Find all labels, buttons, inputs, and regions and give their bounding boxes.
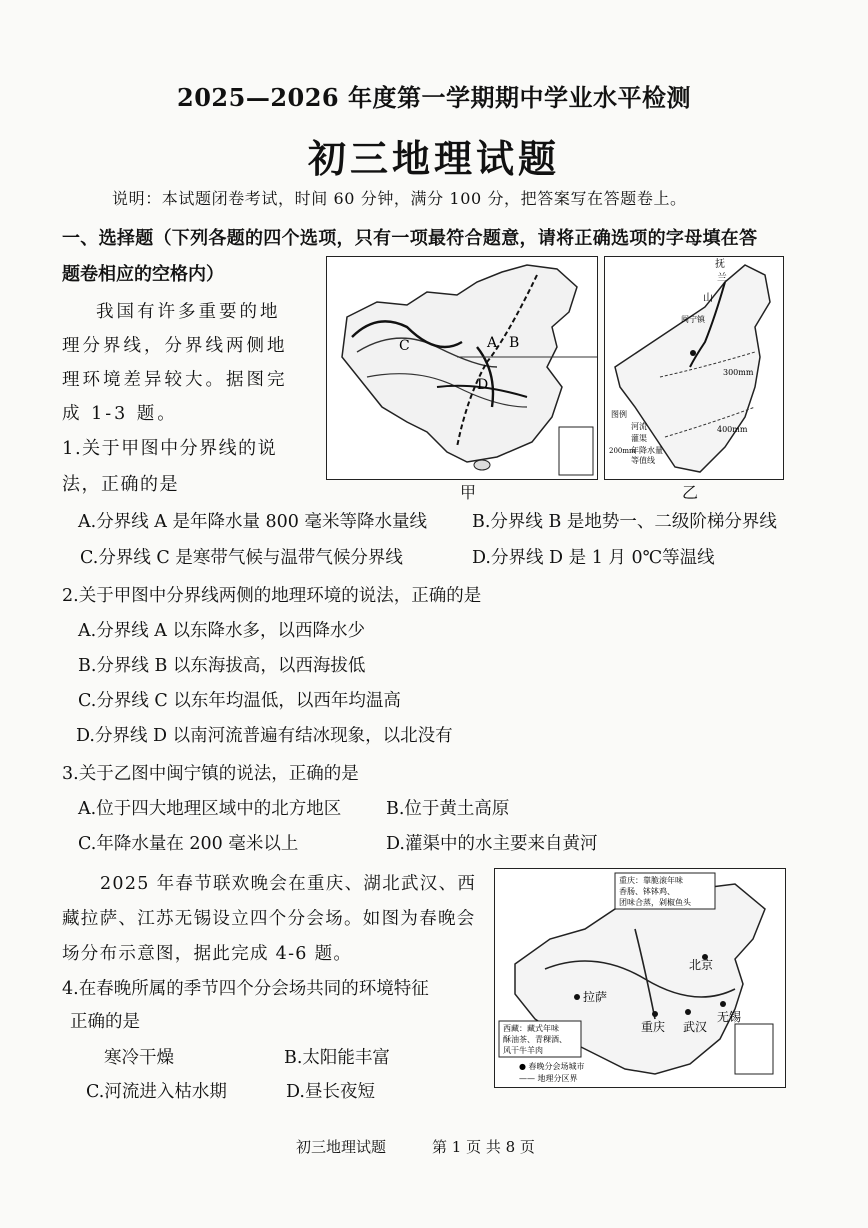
legend-label: —— 地理分区界 <box>519 1074 578 1083</box>
question-stem: 4.在春晚所属的季节四个分会场共同的环境特征 <box>62 979 429 999</box>
option-a: 寒冷干燥 <box>104 1048 174 1068</box>
option-a: A.位于四大地理区域中的北方地区 <box>78 799 342 819</box>
section-heading: 一、选择题（下列各题的四个选项，只有一项最符合题意，请将正确选项的字母填在答 <box>62 228 758 249</box>
question-stem: 1.关于甲图中分界线的说 <box>62 438 278 459</box>
intro-line: 成 1-3 题。 <box>62 404 178 424</box>
section-heading-cont: 题卷相应的空格内） <box>62 264 224 285</box>
city-dot-wuxi <box>720 1001 726 1007</box>
hainan-island <box>474 460 490 470</box>
south-sea-inset <box>559 427 593 475</box>
minning-town-dot <box>690 350 696 356</box>
city-label: 拉萨 <box>583 990 608 1004</box>
callout-text: 香肠、钵钵鸡、 <box>619 887 675 896</box>
city-label: 重庆 <box>641 1020 666 1034</box>
label-c: C <box>399 338 410 354</box>
map-chunwan <box>494 868 786 1088</box>
option-b: B.太阳能丰富 <box>284 1048 390 1068</box>
option-b: B.分界线 B 是地势一、二级阶梯分界线 <box>472 512 777 532</box>
option-a: A.分界线 A 是年降水量 800 毫米等降水量线 <box>78 512 427 532</box>
city-label: 武汉 <box>683 1020 708 1034</box>
option-d: D.昼长夜短 <box>286 1082 375 1102</box>
map-label: 300mm <box>723 368 754 377</box>
label-a: A <box>487 335 498 351</box>
map-caption-yi: 乙 <box>682 483 699 502</box>
city-dot-chongqing <box>652 1011 658 1017</box>
legend-label: 等值线 <box>631 456 655 465</box>
intro-line: 理分界线，分界线两侧地 <box>62 336 288 356</box>
map-yi <box>604 256 784 480</box>
question-stem: 正确的是 <box>70 1012 140 1032</box>
exam-instructions: 说明：本试题闭卷考试，时间 60 分钟，满分 100 分，把答案写在答题卷上。 <box>112 189 687 208</box>
callout-text: 重庆：靠脆滚年味 <box>619 876 683 885</box>
exam-title: 初三地理试题 <box>307 136 560 181</box>
question-stem: 2.关于甲图中分界线两侧的地理环境的说法，正确的是 <box>62 586 482 606</box>
label-b: B <box>509 335 520 351</box>
legend-label: 河流 <box>631 422 647 431</box>
exam-supertitle: 2025—2026 年度第一学期期中学业水平检测 <box>177 83 691 112</box>
page-number: 第 1 页 共 8 页 <box>432 1138 535 1156</box>
map-caption-jia: 甲 <box>460 483 477 502</box>
option-d: D.灌渠中的水主要来自黄河 <box>386 834 598 854</box>
callout-text: 酥油茶、青稞酒、 <box>503 1035 567 1044</box>
option-c: C.分界线 C 是寒带气候与温带气候分界线 <box>80 548 403 568</box>
intro-line: 场分布示意图，据此完成 4-6 题。 <box>62 944 353 964</box>
map-label: 兰 <box>717 273 727 284</box>
intro-line: 我国有许多重要的地 <box>96 302 281 322</box>
option-d: D.分界线 D 以南河流普遍有结冰现象，以北没有 <box>76 726 453 746</box>
intro-line: 2025 年春节联欢晚会在重庆、湖北武汉、西 <box>100 874 477 894</box>
option-c: C.河流进入枯水期 <box>86 1082 227 1102</box>
ningxia-map-yi <box>605 257 783 479</box>
intro-line: 理环境差异较大。据图完 <box>62 370 288 390</box>
option-b: B.位于黄土高原 <box>386 799 510 819</box>
chunwan-map <box>495 869 785 1087</box>
legend-label: ● 春晚分会场城市 <box>519 1062 585 1071</box>
option-c: C.分界线 C 以东年均温低，以西年均温高 <box>78 691 401 711</box>
map-label: 山 <box>703 293 713 304</box>
callout-text: 团味合蒸，剁椒鱼头 <box>619 898 691 907</box>
map-label: 闽宁镇 <box>681 315 705 324</box>
question-stem: 法，正确的是 <box>62 474 179 495</box>
city-label: 无锡 <box>717 1010 742 1024</box>
option-b: B.分界线 B 以东海拔高，以西海拔低 <box>78 656 366 676</box>
option-d: D.分界线 D 是 1 月 0℃等温线 <box>472 548 715 568</box>
footer-title: 初三地理试题 <box>296 1138 387 1156</box>
option-c: C.年降水量在 200 毫米以上 <box>78 834 299 854</box>
legend-label: 图例 <box>611 410 627 419</box>
legend-label: 灌渠 <box>631 434 647 443</box>
intro-line: 藏拉萨、江苏无锡设立四个分会场。如图为春晚会 <box>62 909 476 929</box>
legend-label: 200mm <box>609 447 636 455</box>
callout-text: 风干牛羊肉 <box>503 1046 543 1055</box>
map-jia <box>326 256 598 480</box>
label-d: D <box>477 377 489 393</box>
map-label: 400mm <box>717 425 748 434</box>
legend-label: 年降水量 <box>631 446 663 455</box>
city-dot-lasa <box>574 994 580 1000</box>
map-label: 抚 <box>715 259 725 270</box>
option-a: A.分界线 A 以东降水多，以西降水少 <box>78 621 365 641</box>
city-dot-wuhan <box>685 1009 691 1015</box>
south-sea-inset <box>735 1024 773 1074</box>
question-stem: 3.关于乙图中闽宁镇的说法，正确的是 <box>62 764 359 784</box>
city-label: 北京 <box>689 958 714 972</box>
china-map-jia <box>327 257 597 479</box>
callout-text: 西藏：藏式年味 <box>503 1024 559 1033</box>
